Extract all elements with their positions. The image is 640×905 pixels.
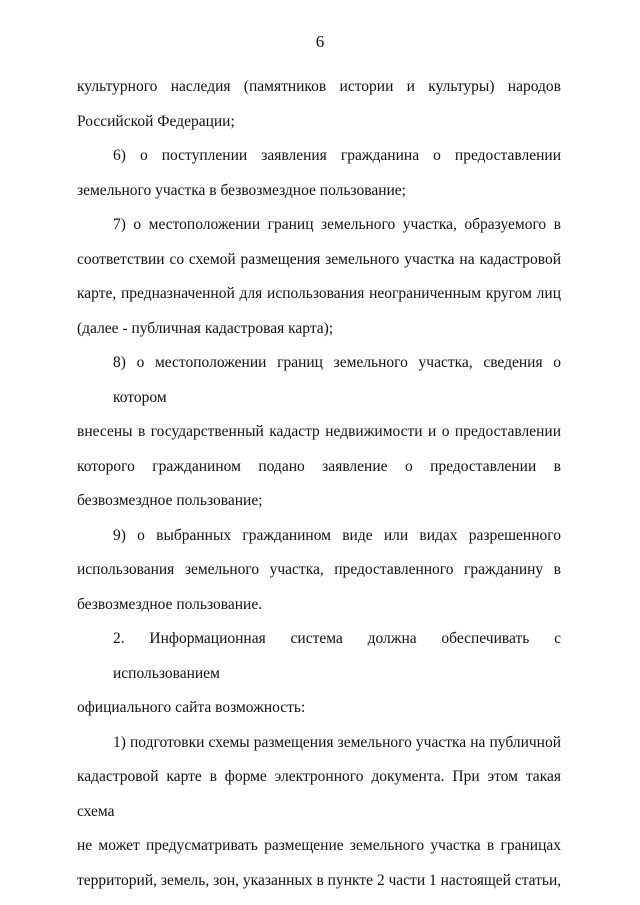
paragraph-p2: [77, 622, 561, 726]
text-line: культурного наследия (памятников истории и культуры) народов: [77, 78, 561, 95]
paragraph-p9: [77, 519, 561, 623]
text-line: 1) подготовки схемы размещения земельного участка на публичной: [113, 733, 561, 751]
document-body: [77, 70, 561, 898]
text-line: 8) о местоположении границ земельного участка, сведения о котором: [113, 354, 561, 406]
paragraph-p1: [77, 726, 561, 899]
text-line: 9) о выбранных гражданином виде или видах разрешенного: [113, 526, 561, 544]
page-number: 6: [315, 32, 325, 51]
text-line: территорий, земель, зон, указанных в пункте 2 части 1 настоящей статьи,: [77, 871, 562, 889]
text-line: кадастровой карте в форме электронного документа. При этом такая схема: [77, 768, 561, 820]
text-line: внесены в государственный кадастр недвижимости и о предоставлении: [77, 423, 561, 440]
paragraph-p6: [77, 139, 561, 208]
text-line: карте, предназначенной для использования неограниченным кругом лиц: [77, 285, 561, 302]
text-line: соответствии со схемой размещения земельного участка на кадастровой: [77, 250, 561, 268]
text-line: 2. Информационная система должна обеспечивать с использованием: [113, 630, 561, 682]
text-line: безвозмездное пользование.: [77, 595, 263, 613]
text-line: 6) о поступлении заявления гражданина о предоставлении: [113, 147, 561, 164]
text-line: земельного участка в безвозмездное пользование;: [77, 181, 406, 199]
text-line: которого гражданином подано заявление о предоставлении в: [77, 457, 561, 475]
paragraph-p8: [77, 346, 561, 519]
text-line: (далее - публичная кадастровая карта);: [77, 319, 334, 337]
text-line: безвозмездное пользование;: [77, 492, 263, 509]
text-line: Российской Федерации;: [77, 112, 235, 130]
text-line: 7) о местоположении границ земельного участка, образуемого в: [113, 216, 561, 233]
paragraph-p-cont: [77, 70, 561, 139]
text-line: использования земельного участка, предоставленного гражданину в: [77, 561, 561, 578]
paragraph-p7: [77, 208, 561, 346]
text-line: официального сайта возможность:: [77, 699, 306, 716]
text-line: не может предусматривать размещение земельного участка в границах: [77, 837, 561, 854]
